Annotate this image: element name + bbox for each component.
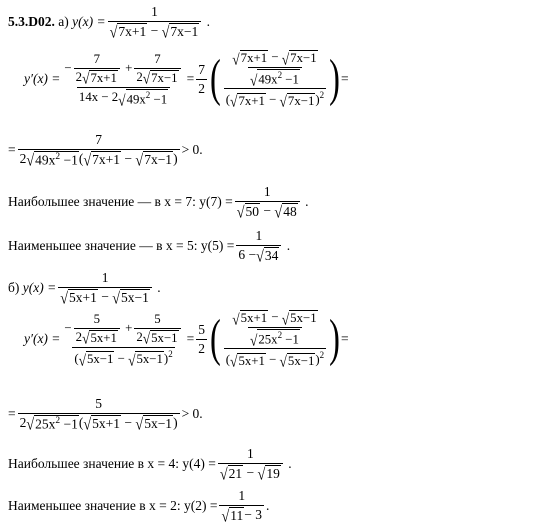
part-b-label: б) [8,280,20,296]
def-lhs: y(x) = [72,14,106,30]
inner-fraction: √ 7x+1 − √ 7x−1 √ $49x^2 -1$ ( √ 7x+1 − √ 7x−1 )$^2$ [225,50,325,111]
part-a-label: а) [58,14,69,30]
def-fraction: 1 √ 7x+1 − √ 7x−1 [108,4,202,40]
coef-fraction: 7 2 [198,61,205,96]
deriv-fraction: − 7 2 √ 7x+1 + 7 2 √ 7x−1 14x − 2 √ $49x^2 -1$ [62,52,184,107]
part-a-simplified: = 7 2 √ $49x^2 -1$ ( √ 7x+1 − √ 7x−1 ) > 0. [8,132,203,171]
problem-number: 5.3.D02. [8,14,55,30]
part-b-min: Наименьшее значение в x = 2: y(2) = 1 √ 11 − 3 . [8,488,270,527]
deriv-lhs: y′(x) = [24,71,61,87]
part-a-max: Наибольшее значение — в x = 7: y(7) = 1 √ 50 − √ 48 . [8,184,309,223]
part-b-max: Наибольшее значение в x = 4: y(4) = 1 √ 21 − √ 19 . [8,446,292,485]
part-b-simplified: = 5 2 √ $25x^2 -1$ ( √ 5x+1 − √ 5x−1 ) > 0. [8,396,203,435]
part-a-definition: 5.3.D02. а) y(x) = 1 √ 7x+1 − √ 7x−1 . [8,4,211,43]
part-b-derivative: y′(x) = − 5 2 √ 5x+1 + 5 2 √ 5x−1 ( √ 5x−1 − √ 5x−1 )$^2$ = 5 2 ( √ 5x+1 − √ 5x−1 √ $25x^2 -1$ ( √ 5x+1 − √ 5x−1 )$^2$ ) = [24,310,349,371]
simplified-fraction: 7 2 √ $49x^2 -1$ ( √ 7x+1 − √ 7x−1 ) [19,132,178,171]
part-a-min: Наименьшее значение — в x = 5: y(5) = 1 6 − √ 34 . [8,228,291,267]
part-a-derivative: y′(x) = − 7 2 √ 7x+1 + 7 2 √ 7x−1 14x − 2 √ $49x^2 -1$ = 7 2 ( √ 7x+1 − √ 7x−1 √ $49x^2 -1$ ( √ 7x+1 − √ 7x−1 )$^2$ ) = [24,50,349,111]
part-b-definition: б) y(x) = 1 √ 5x+1 − √ 5x−1 . [8,270,161,309]
